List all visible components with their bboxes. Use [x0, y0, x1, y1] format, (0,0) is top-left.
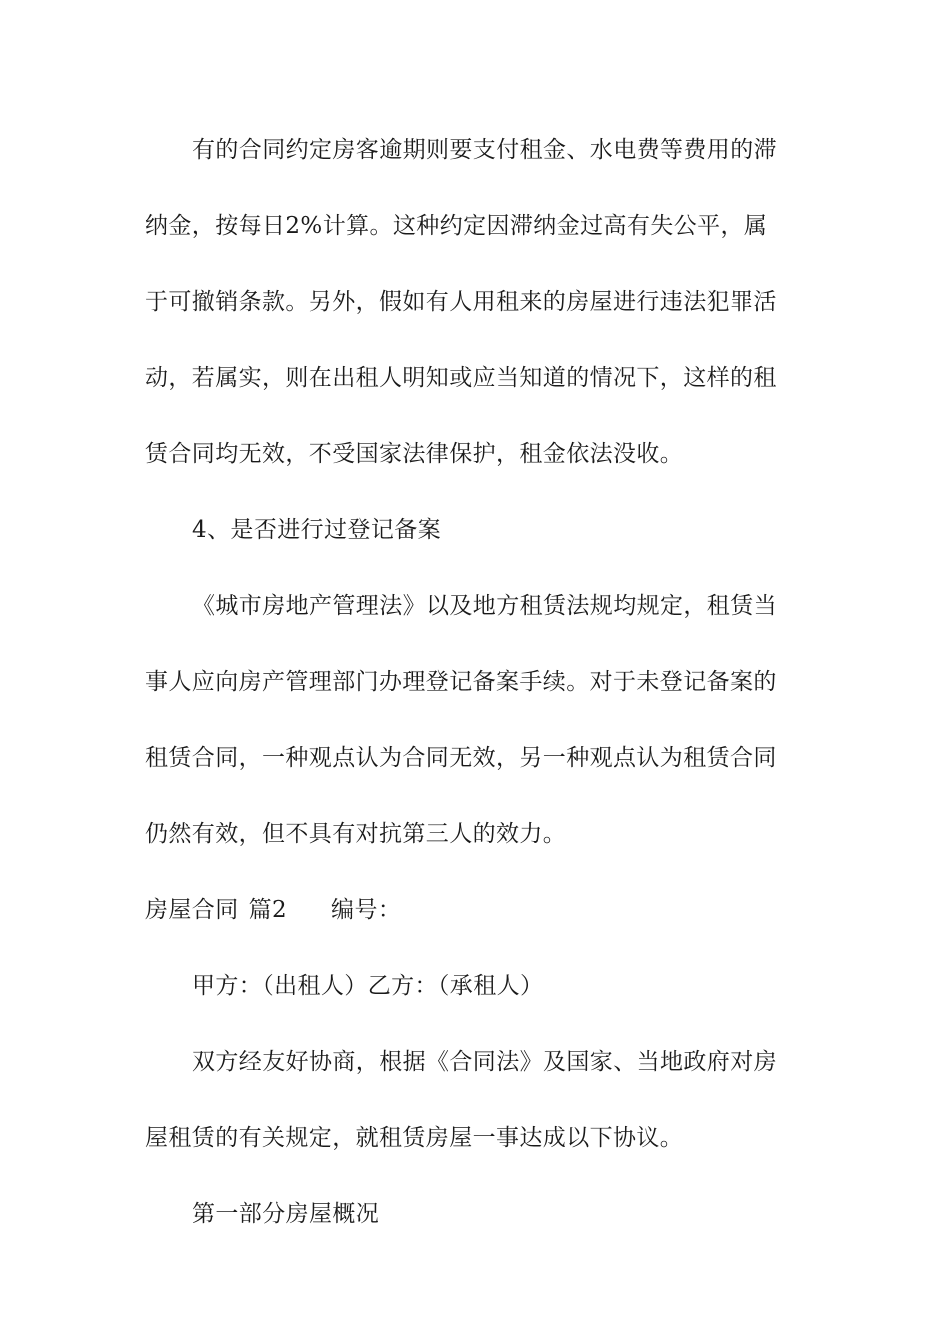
section-heading: 第一部分房屋概况 [192, 1201, 380, 1227]
paragraph-line: 租赁合同，一种观点认为合同无效，另一种观点认为租赁合同 [145, 745, 777, 771]
document-body [145, 131, 810, 1271]
contract-part: 篇2 [248, 897, 288, 923]
paragraph-line: 于可撤销条款。另外，假如有人用租来的房屋进行违法犯罪活 [145, 289, 777, 315]
paragraph-line: 有的合同约定房客逾期则要支付租金、水电费等费用的滞 [192, 137, 777, 163]
contract-number-label: 编号： [331, 897, 402, 923]
paragraph-line: 动，若属实，则在出租人明知或应当知道的情况下，这样的租 [145, 365, 777, 391]
paragraph-line: 赁合同均无效，不受国家法律保护，租金依法没收。 [145, 441, 684, 467]
paragraph-line: 《城市房地产管理法》以及地方租赁法规均规定，租赁当 [192, 593, 777, 619]
paragraph-line: 事人应向房产管理部门办理登记备案手续。对于未登记备案的 [145, 669, 777, 695]
parties-line: 甲方：（出租人）乙方：（承租人） [192, 973, 544, 999]
paragraph-line: 双方经友好协商，根据《合同法》及国家、当地政府对房 [192, 1049, 777, 1075]
section-heading: 4、是否进行过登记备案 [192, 517, 442, 543]
paragraph-line: 仍然有效，但不具有对抗第三人的效力。 [145, 821, 567, 847]
contract-title: 房屋合同 [145, 897, 239, 923]
contract-header [145, 891, 810, 929]
paragraph-line: 纳金，按每日2%计算。这种约定因滞纳金过高有失公平，属 [145, 213, 768, 239]
paragraph-line: 屋租赁的有关规定，就租赁房屋一事达成以下协议。 [145, 1125, 684, 1151]
